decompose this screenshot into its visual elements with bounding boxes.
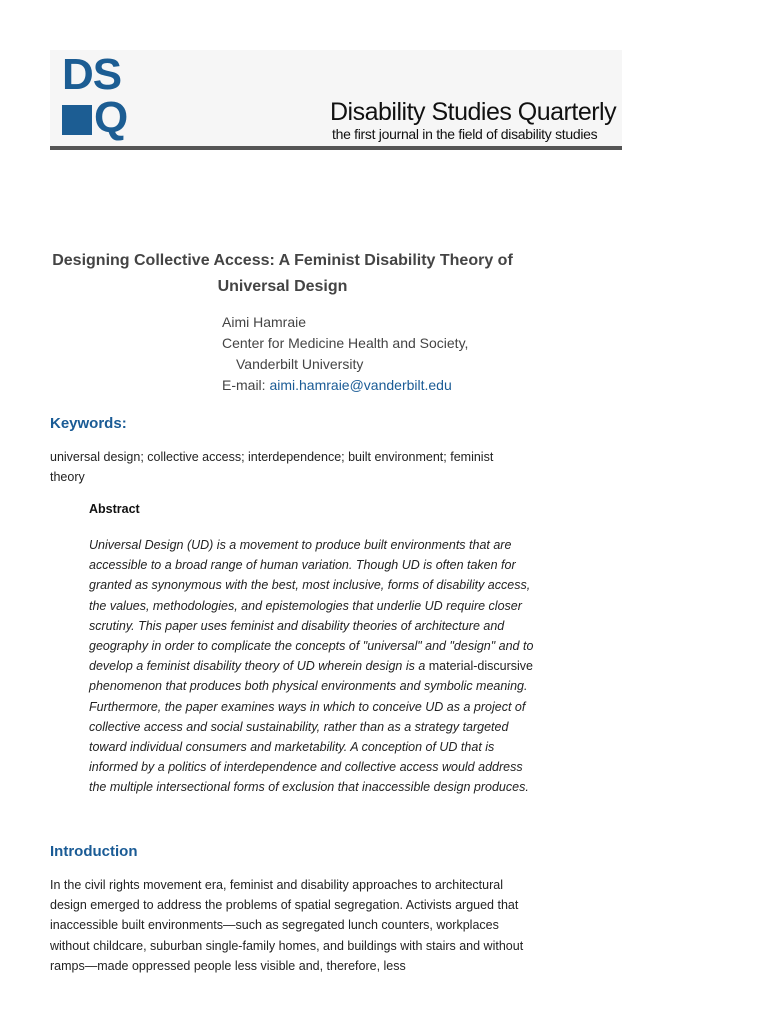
introduction-text: In the civil rights movement era, feminist and disability approaches to architectural design emerged to address the problems of spatial segregation. Activists argued that inaccessible built environments—such as segregated lunch counters, workplaces without childcare, suburban single-family homes, and buildings with stairs and without ramps—made oppressed people less visible and, therefore, less <box>50 878 524 973</box>
logo-letters <box>62 50 128 142</box>
dsq-logo[interactable] <box>62 50 144 143</box>
abstract-heading: Abstract <box>89 502 140 516</box>
logo-line-2 <box>62 93 128 142</box>
author-affiliation: Center for Medicine Health and Society, <box>222 335 469 351</box>
abstract-text <box>89 535 539 798</box>
email-link[interactable]: aimi.hamraie@vanderbilt.edu <box>269 377 452 393</box>
journal-tagline: the first journal in the field of disability studies <box>332 126 598 142</box>
author-block <box>222 312 468 396</box>
abstract-part-3: phenomenon that produces both physical environments and symbolic meaning. Furthermore, the paper examines ways in which to conceive UD as a project of collective access and social sustainability, rather than as a strategy targeted toward individual consumers and marketability. A conception of UD that is informed by a politics of interdependence and collective access would address the multiple intersectional forms of exclusion that inaccessible design produces. <box>89 679 529 795</box>
journal-title: Disability Studies Quarterly <box>330 98 617 126</box>
article-title: Designing Collective Access: A Feminist Disability Theory of Universal Design <box>52 252 513 295</box>
keywords-text: universal design; collective access; interdependence; built environment; feminist theory <box>50 450 494 484</box>
abstract-part-2: material-discursive <box>428 659 533 674</box>
logo-square-icon <box>62 105 92 135</box>
email-label: E-mail: <box>222 377 266 393</box>
logo-line-2-text: Q <box>94 93 128 142</box>
author-name: Aimi Hamraie <box>222 314 307 330</box>
masthead-divider <box>50 146 622 150</box>
author-email-row <box>222 375 468 396</box>
author-university: Vanderbilt University <box>236 356 364 372</box>
logo-line-1: DS <box>62 50 122 99</box>
introduction-heading: Introduction <box>50 843 138 860</box>
keywords-heading: Keywords: <box>50 415 127 432</box>
abstract-part-1: Universal Design (UD) is a movement to produce built environments that are accessible to a broad range of human variation. Though UD is often taken for granted as synonymous with the best, most inclusive, forms of disability access, the values, methodologies, and epistemologies that underlie UD require closer scrutiny. This paper uses feminist and disability theories of architecture and geography in order to complicate the concepts of "universal" and "design" and to develop a feminist disability theory of UD wherein design is a <box>89 538 534 674</box>
